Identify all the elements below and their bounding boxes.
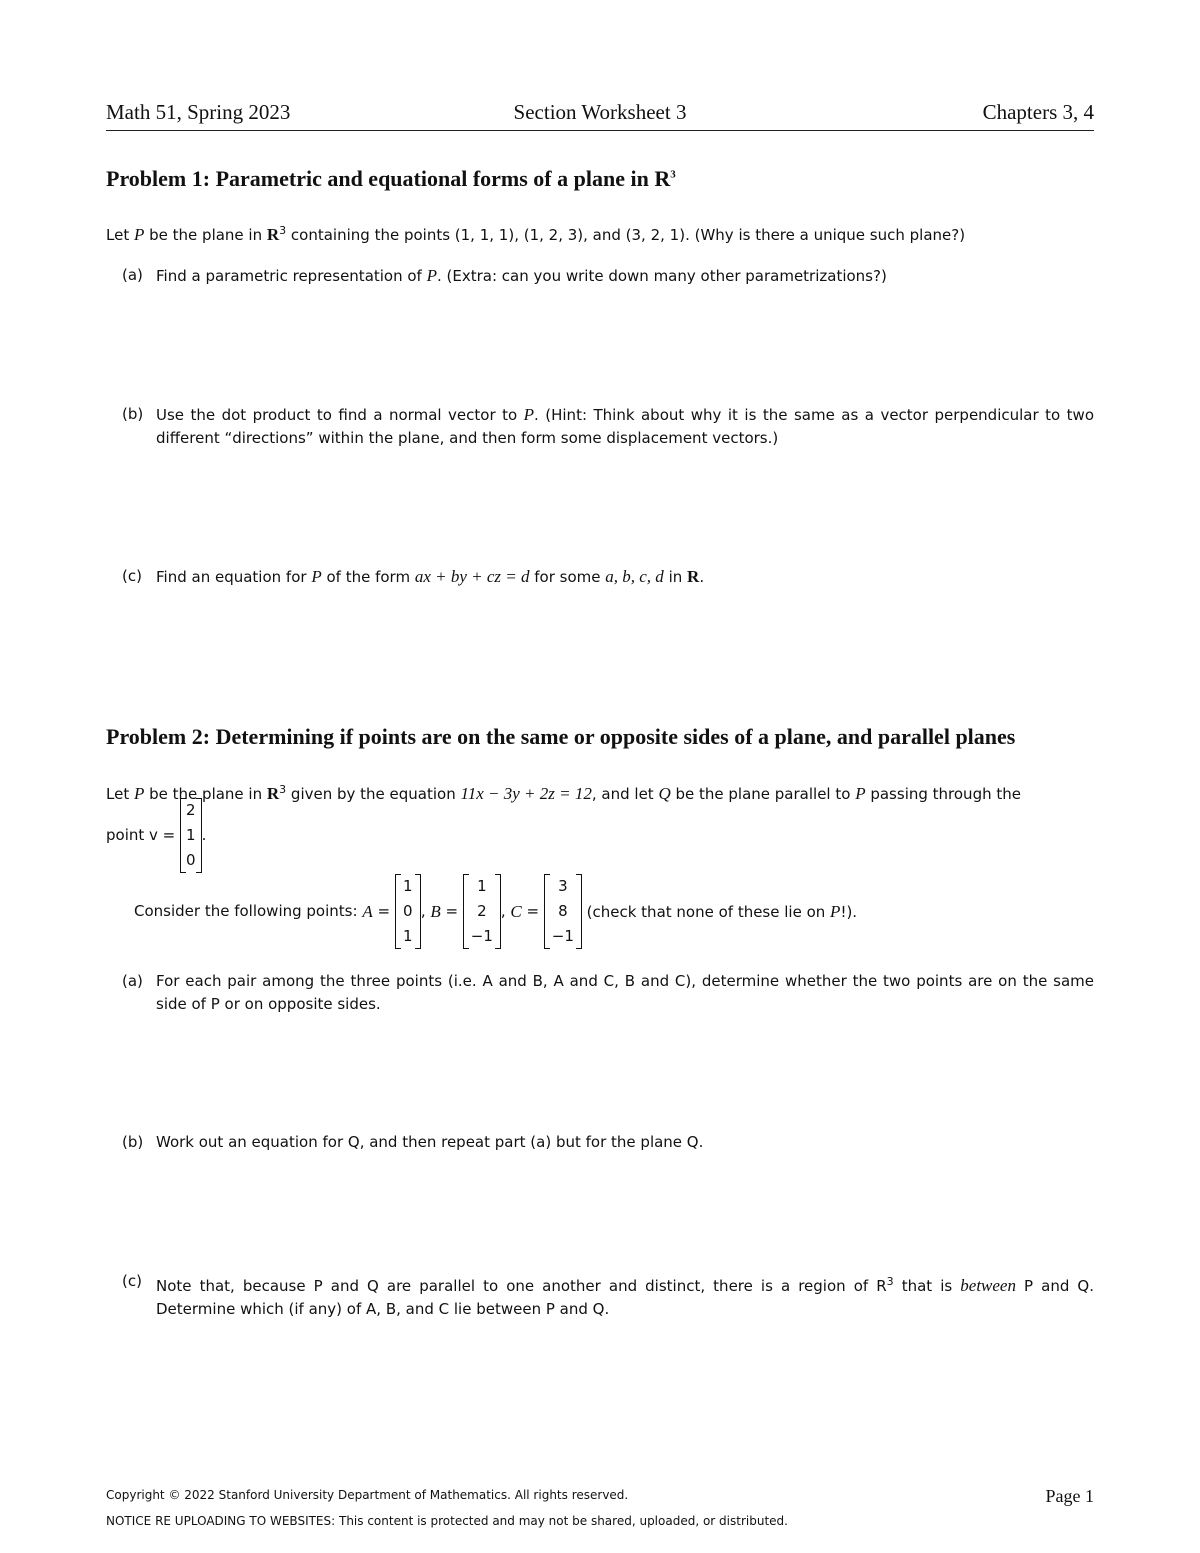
vector-A: 1 0 1	[395, 874, 421, 949]
chapters-label: Chapters 3, 4	[982, 100, 1094, 124]
page-number: Page 1	[1045, 1486, 1094, 1506]
points-line: Consider the following points: A = 1 0 1 , B = 1 2 −1 , C = 3 8 −1 (check that none of these lie on P!).	[134, 874, 1094, 949]
point-v-line: point v = 2 1 0 .	[106, 798, 1094, 873]
problem1-intro: Let P be the plane in $R^3$ containing the points (1, 1, 1), (1, 2, 3), and (3, 2, 1). (Why is there a unique such plane?)	[106, 224, 966, 244]
course-title: Math 51, Spring 2023	[106, 100, 291, 124]
vector-v: 2 1 0	[180, 798, 202, 873]
vector-B: 1 2 −1	[463, 874, 501, 949]
problem1-title: Problem 1: Parametric and equational forms of a plane in $R^3$	[106, 166, 676, 191]
vector-C: 3 8 −1	[544, 874, 582, 949]
problem2-intro: Let P be the plane in $R^3$ given by the equation 11x − 3y + 2z = 12, and let Q be the plane parallel to P passing through the	[106, 783, 1021, 803]
copyright-notice: Copyright © 2022 Stanford University Department of Mathematics. All rights reserved.	[106, 1488, 629, 1502]
problem2-title: Problem 2: Determining if points are on the same or opposite sides of a plane, and parallel planes	[106, 724, 1016, 749]
upload-notice: NOTICE RE UPLOADING TO WEBSITES: This content is protected and may not be shared, uploaded, or distributed.	[106, 1514, 788, 1528]
page-header	[106, 98, 1094, 131]
worksheet-title: Section Worksheet 3	[513, 100, 687, 124]
